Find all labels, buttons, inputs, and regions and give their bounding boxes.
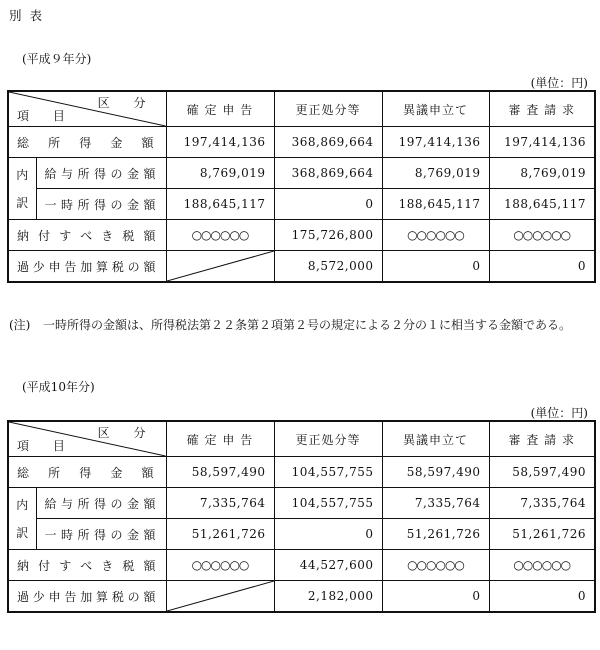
column-header-kousei: 更正処分等 [274, 421, 382, 457]
redacted-value: ○○○○○○ [489, 220, 595, 251]
row-label-penalty: 過少申告加算税の額 [8, 251, 166, 283]
cell-value: 8,769,019 [166, 158, 274, 189]
cell-value: 2,182,000 [274, 581, 382, 613]
cell-value: 8,769,019 [382, 158, 489, 189]
column-header-shinsa: 審 査 請 求 [489, 421, 595, 457]
cell-value: 58,597,490 [166, 457, 274, 488]
table-row [8, 488, 595, 519]
cell-value: 175,726,800 [274, 220, 382, 251]
cell-value: 0 [274, 189, 382, 220]
table-row [8, 550, 595, 581]
komoku-label: 項 目 [17, 439, 75, 453]
table-row [8, 581, 595, 613]
table-row [8, 127, 595, 158]
year-label-h10: (平成10年分) [22, 380, 95, 394]
cell-value: 58,597,490 [489, 457, 595, 488]
row-label-total: 総所得金額 [8, 457, 166, 488]
table-row [8, 519, 595, 550]
redacted-value: ○○○○○○ [489, 550, 595, 581]
cell-value: 188,645,117 [489, 189, 595, 220]
unit-label-h10: (単位：円) [530, 406, 588, 420]
cell-value: 368,869,664 [274, 127, 382, 158]
column-header-igi: 異議申立て [382, 91, 489, 127]
kubun-komoku-header [8, 91, 166, 127]
column-header-kakutei: 確 定 申 告 [166, 91, 274, 127]
cell-value: 51,261,726 [489, 519, 595, 550]
uchiwake-label: 内訳 [8, 488, 36, 550]
row-label-tax: 納付すべき税額 [8, 220, 166, 251]
row-label-salary: 給与所得の金額 [36, 158, 166, 189]
cell-value: 0 [382, 581, 489, 613]
cell-value: 8,769,019 [489, 158, 595, 189]
table-row [8, 189, 595, 220]
cell-value: 58,597,490 [382, 457, 489, 488]
cell-value: 188,645,117 [166, 189, 274, 220]
table-header-row [8, 91, 595, 127]
column-header-shinsa: 審 査 請 求 [489, 91, 595, 127]
cell-value: 0 [489, 251, 595, 283]
kubun-label: 区 分 [97, 426, 156, 440]
cell-value: 104,557,755 [274, 488, 382, 519]
table-row [8, 220, 595, 251]
table-row [8, 457, 595, 488]
table-header-row [8, 421, 595, 457]
cell-value: 0 [489, 581, 595, 613]
document-title: 別 表 [9, 8, 44, 23]
row-label-tax: 納付すべき税額 [8, 550, 166, 581]
cell-value: 51,261,726 [382, 519, 489, 550]
tax-table-h9 [7, 90, 596, 283]
redacted-value: ○○○○○○ [382, 550, 489, 581]
cell-value: 7,335,764 [382, 488, 489, 519]
column-header-kakutei: 確 定 申 告 [166, 421, 274, 457]
komoku-label: 項 目 [17, 109, 75, 123]
cell-value: 0 [274, 519, 382, 550]
row-label-salary: 給与所得の金額 [36, 488, 166, 519]
cell-value: 104,557,755 [274, 457, 382, 488]
tax-table-h10 [7, 420, 596, 613]
cell-value: 7,335,764 [166, 488, 274, 519]
row-label-penalty: 過少申告加算税の額 [8, 581, 166, 613]
table-row [8, 251, 595, 283]
row-label-total: 総所得金額 [8, 127, 166, 158]
row-label-temporary: 一時所得の金額 [36, 519, 166, 550]
kubun-komoku-header [8, 421, 166, 457]
cell-value: 197,414,136 [166, 127, 274, 158]
empty-diagonal-cell [166, 581, 274, 613]
unit-label-h9: (単位：円) [530, 76, 588, 90]
footnote-text: 一時所得の金額は、所得税法第２２条第２項第２号の規定による２分の１に相当する金額である。 [43, 318, 572, 332]
column-header-kousei: 更正処分等 [274, 91, 382, 127]
footnote-label: (注) [9, 318, 31, 332]
redacted-value: ○○○○○○ [166, 220, 274, 251]
table-row [8, 158, 595, 189]
cell-value: 7,335,764 [489, 488, 595, 519]
cell-value: 0 [382, 251, 489, 283]
row-label-temporary: 一時所得の金額 [36, 189, 166, 220]
kubun-label: 区 分 [97, 96, 156, 110]
cell-value: 8,572,000 [274, 251, 382, 283]
column-header-igi: 異議申立て [382, 421, 489, 457]
uchiwake-label: 内訳 [8, 158, 36, 220]
empty-diagonal-cell [166, 251, 274, 283]
year-label-h9: (平成９年分) [22, 52, 92, 66]
cell-value: 44,527,600 [274, 550, 382, 581]
cell-value: 188,645,117 [382, 189, 489, 220]
redacted-value: ○○○○○○ [166, 550, 274, 581]
cell-value: 197,414,136 [382, 127, 489, 158]
cell-value: 368,869,664 [274, 158, 382, 189]
cell-value: 197,414,136 [489, 127, 595, 158]
redacted-value: ○○○○○○ [382, 220, 489, 251]
cell-value: 51,261,726 [166, 519, 274, 550]
footnote [9, 316, 589, 335]
